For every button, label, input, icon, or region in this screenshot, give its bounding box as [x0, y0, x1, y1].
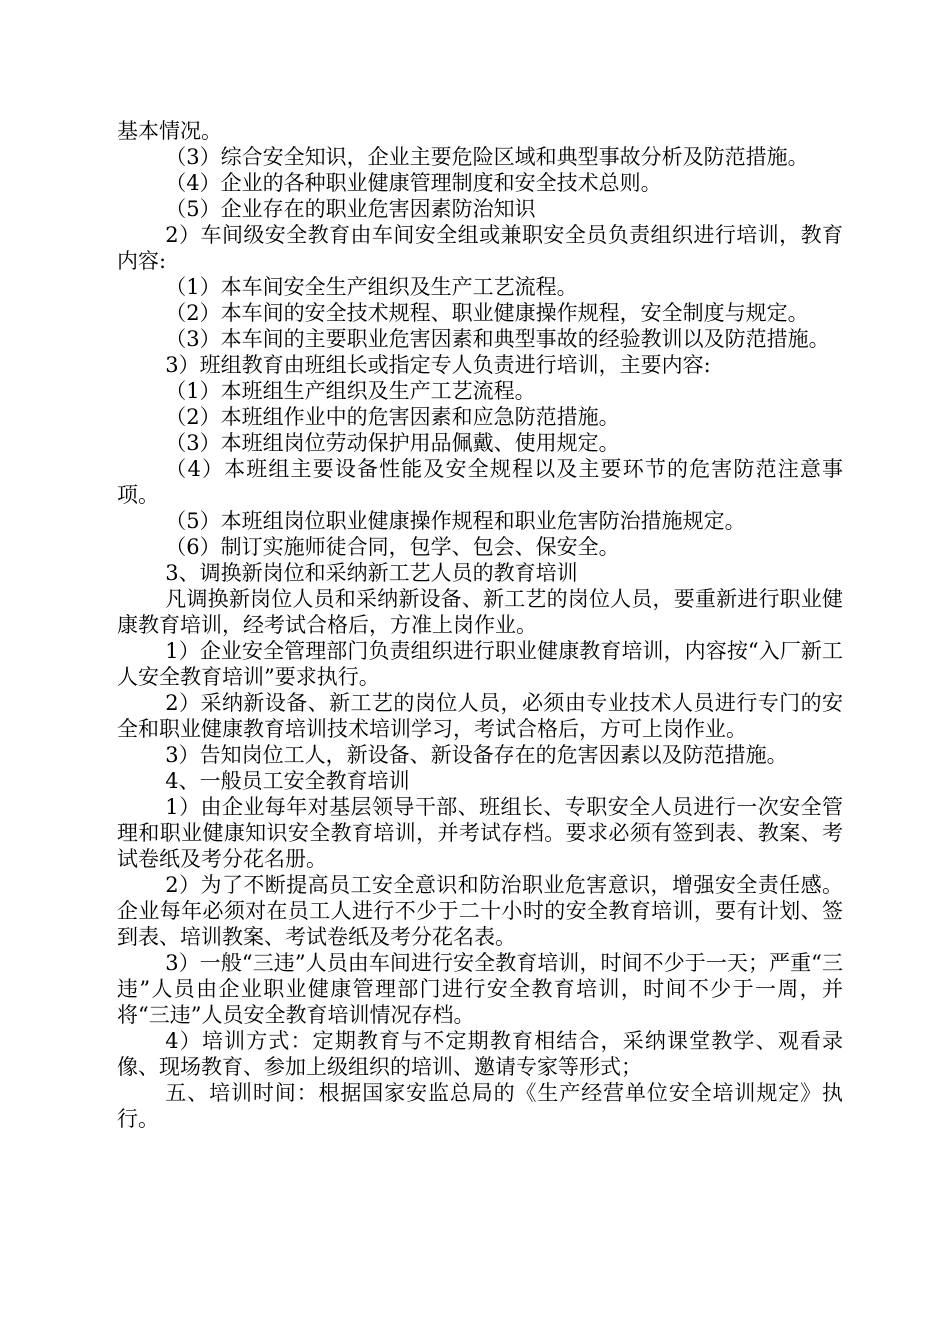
paragraph-5: （1）本车间安全生产组织及生产工艺流程。 — [165, 275, 578, 299]
paragraph-20: 4、一般员工安全教育培训 — [165, 769, 410, 793]
paragraph-9: （1）本班组生产组织及生产工艺流程。 — [165, 379, 536, 403]
paragraph-13: （5）本班组岗位职业健康操作规程和职业危害防治措施规定。 — [165, 509, 746, 533]
paragraph-0: 基本情况。 — [117, 119, 222, 143]
paragraph-12: （4）本班组主要设备性能及安全规程以及主要环节的危害防范注意事项。 — [117, 457, 843, 507]
paragraph-22: 2）为了不断提高员工安全意识和防治职业危害意识，增强安全责任感。企业每年必须对在员工人进行不少于二十小时的安全教育培训，要有计划、签到表、培训教案、考试卷纸及考分花名表。 — [117, 873, 843, 949]
paragraph-10: （2）本班组作业中的危害因素和应急防范措施。 — [165, 405, 620, 429]
paragraph-18: 2）采纳新设备、新工艺的岗位人员，必须由专业技术人员进行专门的安全和职业健康教育培训技术培训学习，考试合格后，方可上岗作业。 — [117, 691, 843, 741]
paragraph-24: 4）培训方式：定期教育与不定期教育相结合，采纳课堂教学、观看录像、现场教育、参加上级组织的培训、邀请专家等形式； — [117, 1029, 843, 1079]
paragraph-23: 3）一般“三违”人员由车间进行安全教育培训，时间不少于一天；严重“三违”人员由企业职业健康管理部门进行安全教育培训，时间不少于一周，并将“三违”人员安全教育培训情况存档。 — [117, 951, 843, 1027]
paragraph-3: （5）企业存在的职业危害因素防治知识 — [165, 197, 536, 221]
paragraph-16: 凡调换新岗位人员和采纳新设备、新工艺的岗位人员，要重新进行职业健康教育培训，经考试合格后，方准上岗作业。 — [117, 587, 843, 637]
paragraph-7: （3）本车间的主要职业危害因素和典型事故的经验教训以及防范措施。 — [165, 327, 830, 351]
paragraph-17: 1）企业安全管理部门负责组织进行职业健康教育培训，内容按“入厂新工人安全教育培训”要求执行。 — [117, 639, 843, 689]
paragraph-6: （2）本车间的安全技术规程、职业健康操作规程，安全制度与规定。 — [165, 301, 809, 325]
paragraph-1: （3）综合安全知识，企业主要危险区域和典型事故分析及防范措施。 — [165, 145, 809, 169]
paragraph-8: 3）班组教育由班组长或指定专人负责进行培训，主要内容: — [165, 353, 711, 377]
paragraph-14: （6）制订实施师徒合同，包学、包会、保安全。 — [165, 535, 620, 559]
document-body — [117, 118, 843, 1132]
paragraph-19: 3）告知岗位工人，新设备、新设备存在的危害因素以及防范措施。 — [165, 743, 788, 767]
paragraph-25: 五、培训时间：根据国家安监总局的《生产经营单位安全培训规定》执行。 — [117, 1081, 843, 1131]
paragraph-15: 3、调换新岗位和采纳新工艺人员的教育培训 — [165, 561, 578, 585]
paragraph-4: 2）车间级安全教育由车间安全组或兼职安全员负责组织进行培训，教育内容: — [117, 223, 843, 273]
paragraph-21: 1）由企业每年对基层领导干部、班组长、专职安全人员进行一次安全管理和职业健康知识安全教育培训，并考试存档。要求必须有签到表、教案、考试卷纸及考分花名册。 — [117, 795, 843, 871]
paragraph-11: （3）本班组岗位劳动保护用品佩戴、使用规定。 — [165, 431, 620, 455]
paragraph-2: （4）企业的各种职业健康管理制度和安全技术总则。 — [165, 171, 662, 195]
